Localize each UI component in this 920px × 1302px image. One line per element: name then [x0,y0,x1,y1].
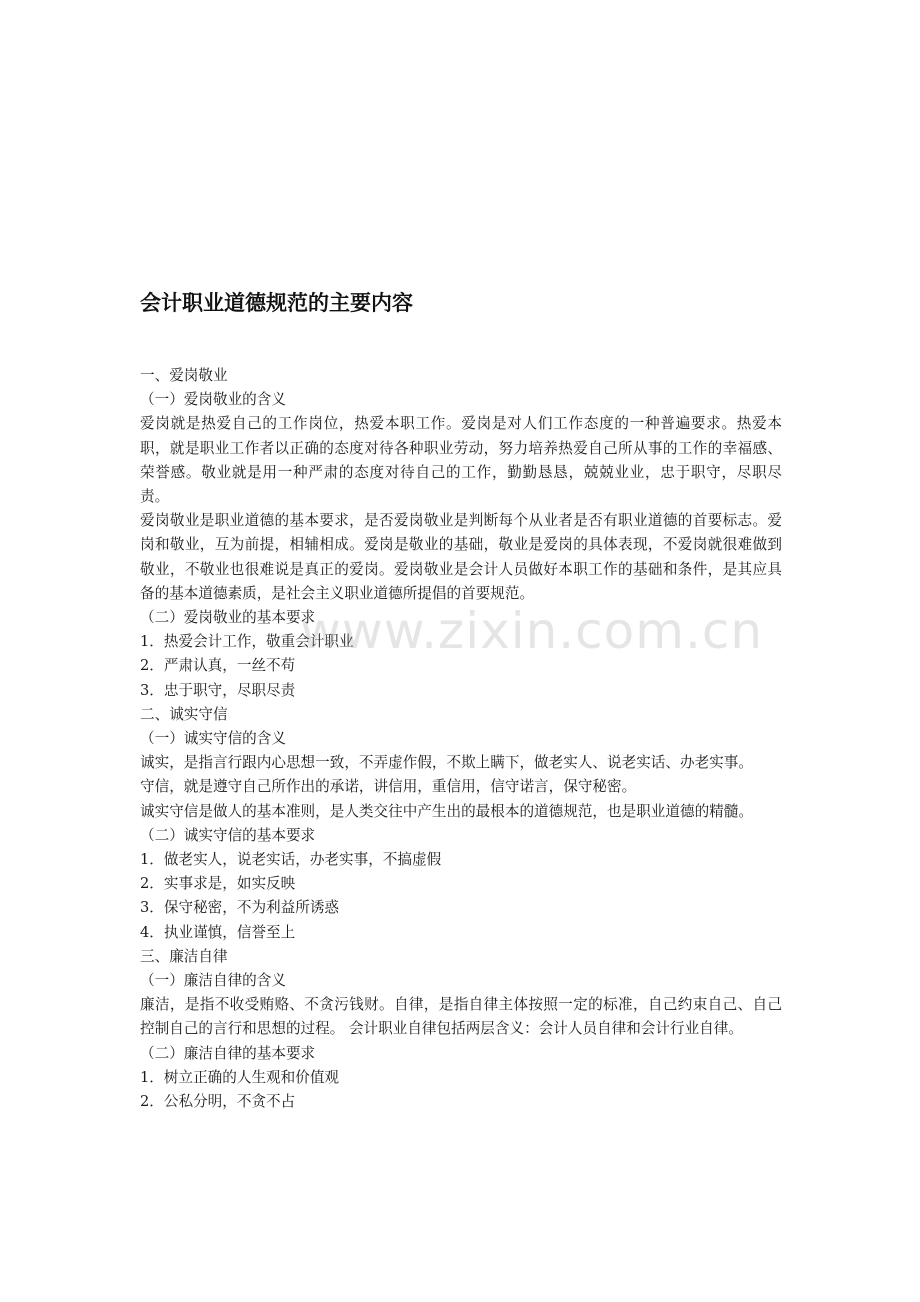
list-item: 1．做老实人，说老实话，办老实事，不搞虚假 [140,851,442,869]
body-paragraph: 守信，就是遵守自己所作出的承诺，讲信用，重信用，信守诺言，保守秘密。 [140,778,637,796]
body-paragraph: 爱岗敬业是职业道德的基本要求，是否爱岗敬业是判断每个从业者是否有职业道德的首要标志。爱岗和敬业，互为前提，相辅相成。爱岗是敬业的基础，敬业是爱岗的具体表现，不爱岗就很难做到敬业，不敬业也很难说是真正的爱岗。爱岗敬业是会计人员做好本职工作的基础和条件，是其应具备的基本道德素质，是社会主义职业道德所提倡的首要规范。 [140,512,782,602]
list-item: 1．树立正确的人生观和价值观 [140,1068,340,1086]
subsection-heading: （一）廉洁自律的含义 [140,972,286,990]
list-item: 2．公私分明，不贪不占 [140,1093,296,1111]
subsection-heading: （二）诚实守信的基本要求 [140,826,316,844]
list-item: 2．实事求是，如实反映 [140,875,296,893]
document-page [140,288,782,1114]
list-item: 3．忠于职守，尽职尽责 [140,681,296,699]
subsection-heading: （一）爱岗敬业的含义 [140,391,286,409]
body-paragraph: 爱岗就是热爱自己的工作岗位，热爱本职工作。爱岗是对人们工作态度的一种普遍要求。热爱本职，就是职业工作者以正确的态度对待各种职业劳动，努力培养热爱自己所从事的工作的幸福感、荣誉感。敬业就是用一种严肃的态度对待自己的工作，勤勤恳恳，兢兢业业，忠于职守，尽职尽责。 [140,415,782,506]
watermark-text: www.zixin.com.cn [300,602,764,660]
section-heading: 三、廉洁自律 [140,947,228,965]
list-item: 2．严肃认真，一丝不苟 [140,657,296,675]
body-paragraph: 廉洁，是指不收受贿赂、不贪污钱财。自律，是指自律主体按照一定的标准，自己约束自己、自己控制自己的言行和思想的过程。 会计职业自律包括两层含义：会计人员自律和会计行业自律。 [140,996,782,1038]
body-paragraph: 诚实，是指言行跟内心思想一致，不弄虚作假，不欺上瞒下，做老实人、说老实话、办老实事。 [140,754,753,772]
subsection-heading: （一）诚实守信的含义 [140,730,286,748]
subsection-heading: （二）爱岗敬业的基本要求 [140,609,316,627]
body-paragraph: 诚实守信是做人的基本准则，是人类交往中产生出的最根本的道德规范，也是职业道德的精髓。 [140,802,753,820]
section-heading: 一、爱岗敬业 [140,367,228,384]
list-item: 4．执业谨慎，信誉至上 [140,923,296,941]
document-title: 会计职业道德规范的主要内容 [140,291,413,315]
subsection-heading: （二）廉洁自律的基本要求 [140,1044,316,1062]
list-item: 3．保守秘密，不为利益所诱惑 [140,899,340,917]
section-heading: 二、诚实守信 [140,705,228,723]
list-item: 1．热爱会计工作，敬重会计职业 [140,633,354,651]
